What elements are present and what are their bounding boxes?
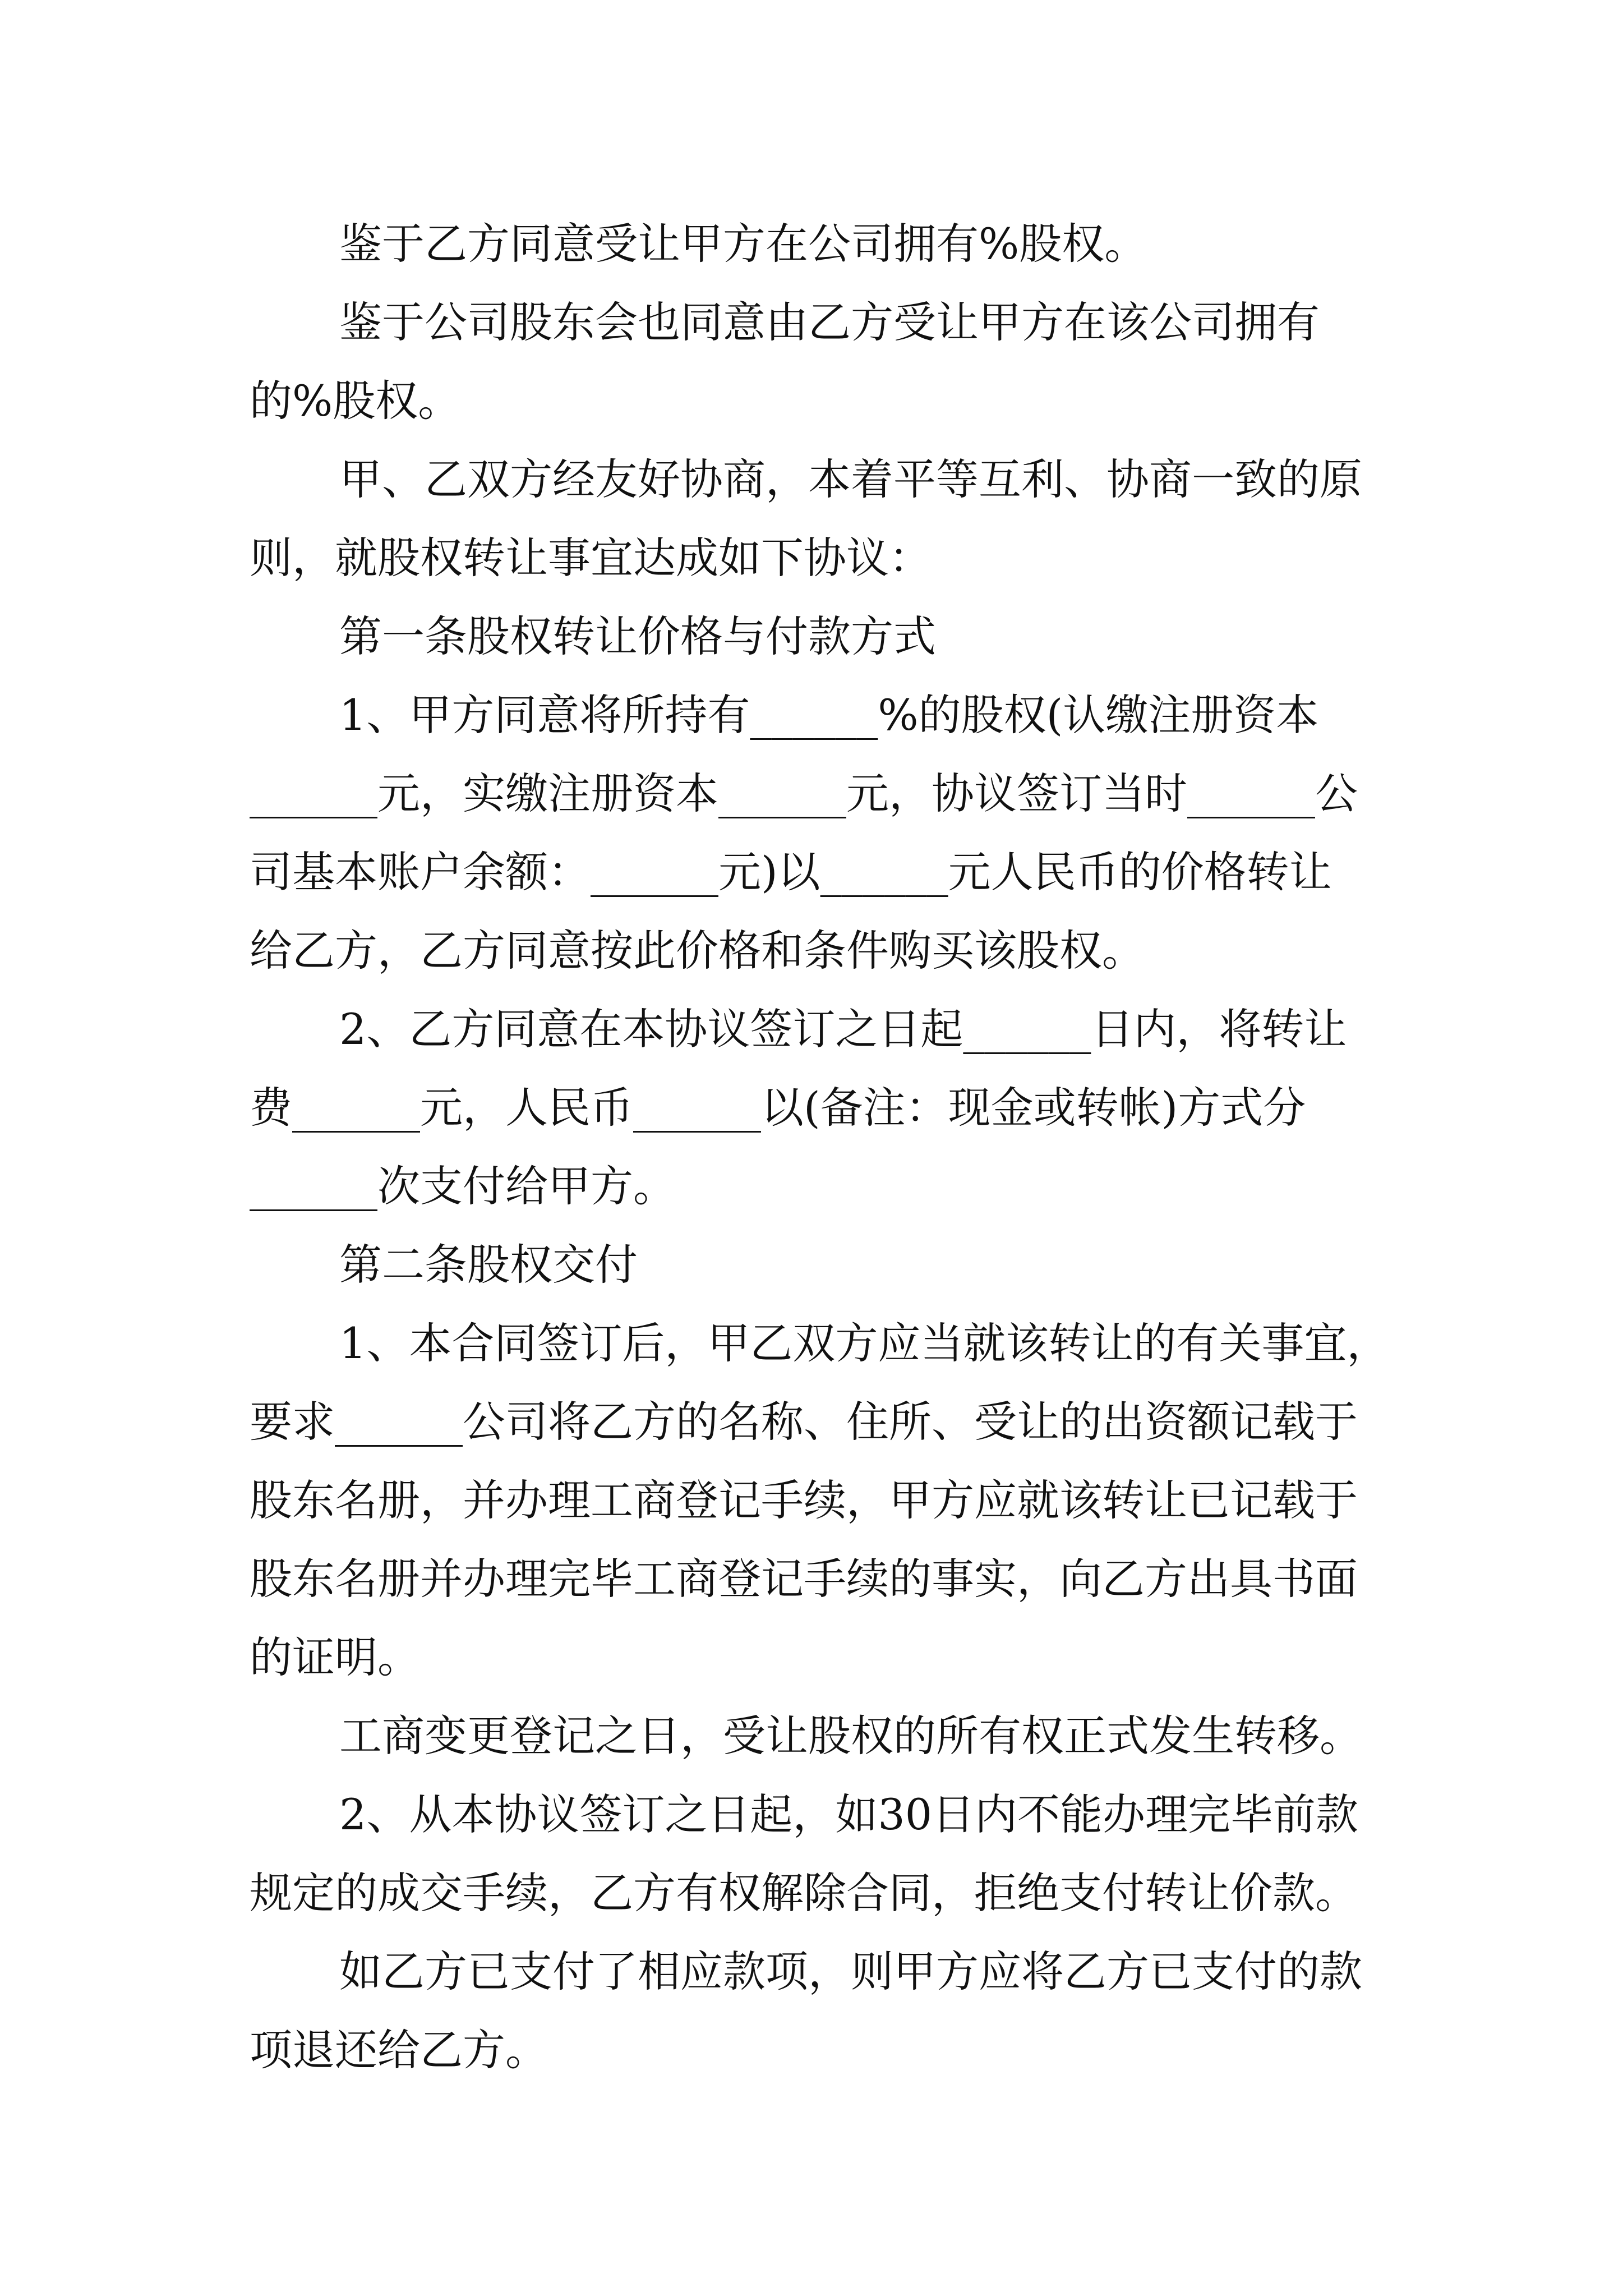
section-heading: 第一条股权转让价格与付款方式 xyxy=(339,611,936,661)
paragraph-line: 项退还给乙方。 xyxy=(250,2025,548,2075)
paragraph-line: 费______元，人民币______以(备注：现金或转帐)方式分 xyxy=(250,1083,1306,1133)
paragraph-line: 股东名册，并办理工商登记手续，甲方应就该转让已记载于 xyxy=(250,1475,1358,1525)
paragraph-line: 鉴于乙方同意受让甲方在公司拥有%股权。 xyxy=(339,219,1147,269)
paragraph-line: ______元，实缴注册资本______元，协议签订当时______公 xyxy=(250,769,1358,818)
paragraph-line: 股东名册并办理完毕工商登记手续的事实，向乙方出具书面 xyxy=(250,1554,1358,1604)
paragraph-line: 2、从本协议签订之日起，如30日内不能办理完毕前款 xyxy=(339,1789,1359,1839)
paragraph-line: ______次支付给甲方。 xyxy=(250,1161,676,1211)
section-heading: 第二条股权交付 xyxy=(339,1240,638,1290)
paragraph-line: 要求______公司将乙方的名称、住所、受让的出资额记载于 xyxy=(250,1397,1358,1447)
paragraph-line: 工商变更登记之日，受让股权的所有权正式发生转移。 xyxy=(339,1711,1362,1761)
paragraph-line: 规定的成交手续，乙方有权解除合同，拒绝支付转让价款。 xyxy=(250,1868,1358,1918)
paragraph-line: 2、乙方同意在本协议签订之日起______日内，将转让 xyxy=(339,1004,1347,1054)
paragraph-line: 则，就股权转让事宜达成如下协议： xyxy=(250,533,932,583)
paragraph-line: 司基本账户余额：______元)以______元人民币的价格转让 xyxy=(250,847,1332,897)
paragraph-line: 的证明。 xyxy=(250,1632,420,1682)
paragraph-line: 给乙方，乙方同意按此价格和条件购买该股权。 xyxy=(250,926,1145,976)
paragraph-line: 1、本合同签订后，甲乙双方应当就该转让的有关事宜， xyxy=(339,1318,1390,1368)
paragraph-line: 鉴于公司股东会也同意由乙方受让甲方在该公司拥有 xyxy=(339,297,1320,347)
paragraph-line: 甲、乙双方经友好协商，本着平等互利、协商一致的原 xyxy=(339,454,1362,504)
paragraph-line: 1、甲方同意将所持有______%的股权(认缴注册资本 xyxy=(339,690,1319,740)
paragraph-line: 的%股权。 xyxy=(250,376,461,426)
paragraph-line: 如乙方已支付了相应款项，则甲方应将乙方已支付的款 xyxy=(339,1947,1362,1996)
